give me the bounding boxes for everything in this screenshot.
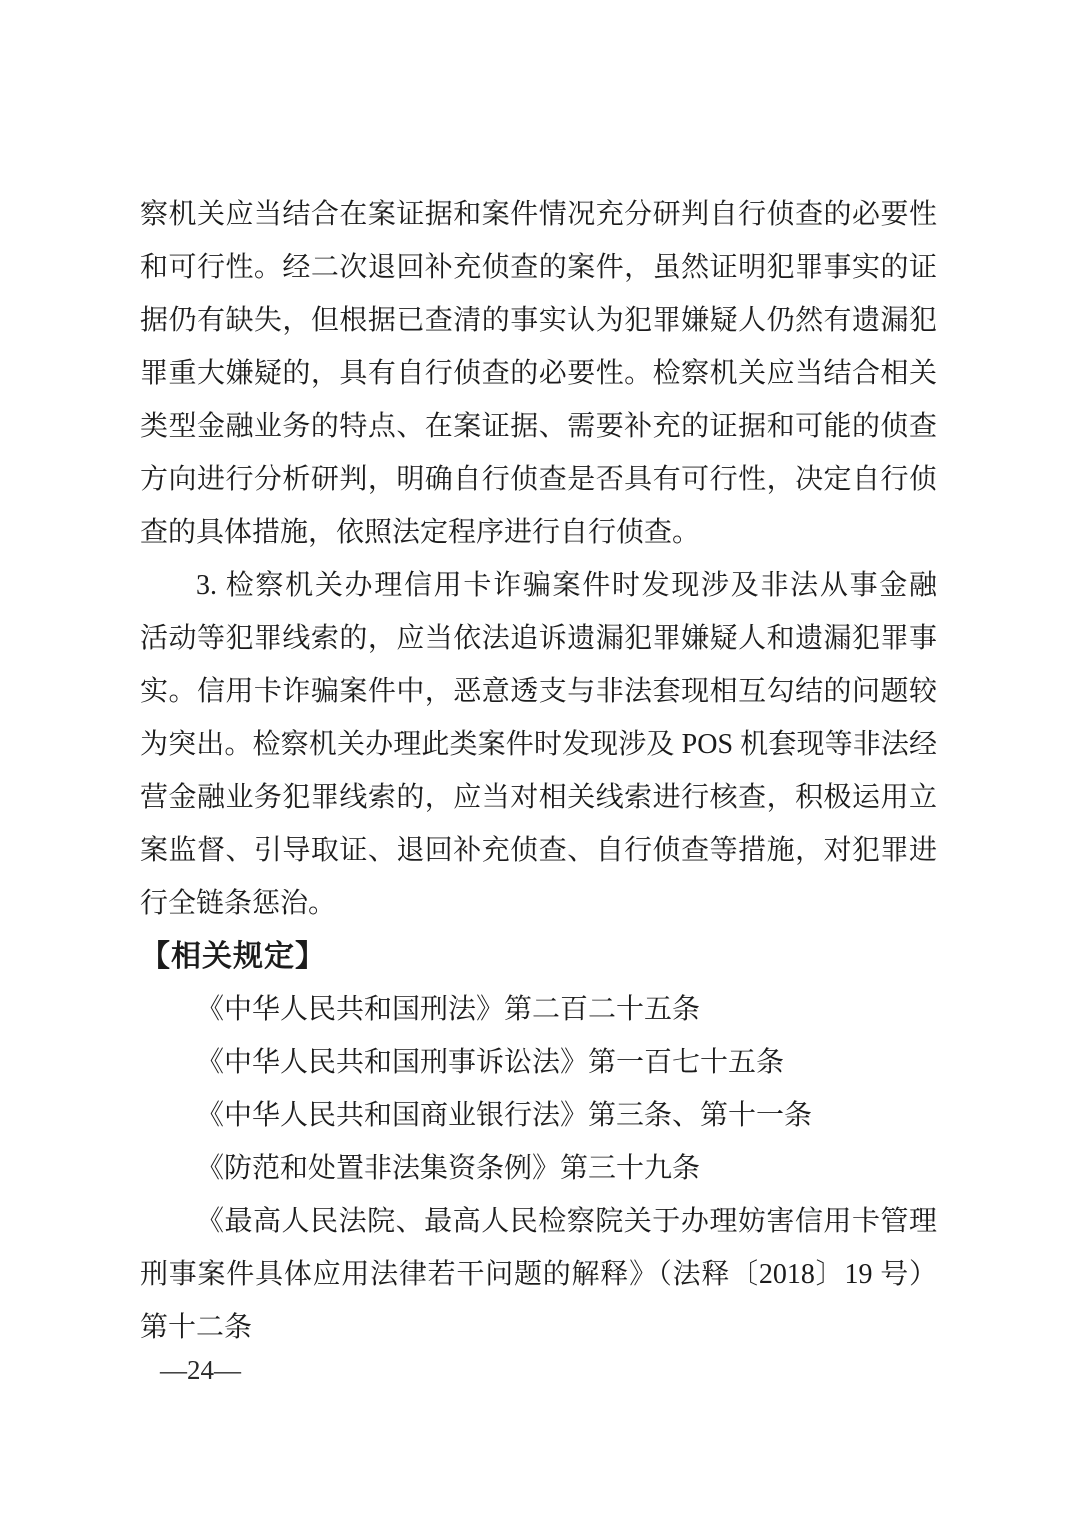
reference-item: 《中华人民共和国刑法》第二百二十五条 — [196, 994, 701, 1025]
text-line: 和可行性。经二次退回补充侦查的案件，虽然证明犯罪事实的证 — [140, 252, 937, 283]
text-line: 察机关应当结合在案证据和案件情况充分研判自行侦查的必要性 — [140, 199, 937, 230]
reference-item: 《防范和处置非法集资条例》第三十九条 — [196, 1153, 701, 1184]
text-line: 查的具体措施，依照法定程序进行自行侦查。 — [140, 517, 701, 548]
reference-item: 《中华人民共和国商业银行法》第三条、第十一条 — [196, 1100, 813, 1131]
text-line: 据仍有缺失，但根据已查清的事实认为犯罪嫌疑人仍然有遗漏犯 — [140, 305, 937, 336]
text-line: 案监督、引导取证、退回补充侦查、自行侦查等措施，对犯罪进 — [140, 835, 937, 866]
document-body — [140, 188, 937, 1354]
text-line: 罪重大嫌疑的，具有自行侦查的必要性。检察机关应当结合相关 — [140, 358, 937, 389]
text-line: 实。信用卡诈骗案件中，恶意透支与非法套现相互勾结的问题较 — [140, 676, 937, 707]
reference-item: 《中华人民共和国刑事诉讼法》第一百七十五条 — [196, 1047, 785, 1078]
section-heading: 【相关规定】 — [140, 940, 326, 973]
text-line: 3. 检察机关办理信用卡诈骗案件时发现涉及非法从事金融 — [196, 570, 937, 601]
reference-item: 刑事案件具体应用法律若干问题的解释》（法释〔2018〕19 号） — [140, 1259, 937, 1290]
reference-item: 第十二条 — [140, 1312, 253, 1343]
reference-item: 《最高人民法院、最高人民检察院关于办理妨害信用卡管理 — [196, 1206, 937, 1237]
text-line: 方向进行分析研判，明确自行侦查是否具有可行性，决定自行侦 — [140, 464, 937, 495]
text-line: 类型金融业务的特点、在案证据、需要补充的证据和可能的侦查 — [140, 411, 937, 442]
text-line: 活动等犯罪线索的，应当依法追诉遗漏犯罪嫌疑人和遗漏犯罪事 — [140, 623, 937, 654]
text-line: 为突出。检察机关办理此类案件时发现涉及 POS 机套现等非法经 — [140, 729, 937, 760]
text-line: 营金融业务犯罪线索的，应当对相关线索进行核查，积极运用立 — [140, 782, 937, 813]
page-number: —24— — [160, 1355, 241, 1385]
text-line: 行全链条惩治。 — [140, 888, 337, 919]
